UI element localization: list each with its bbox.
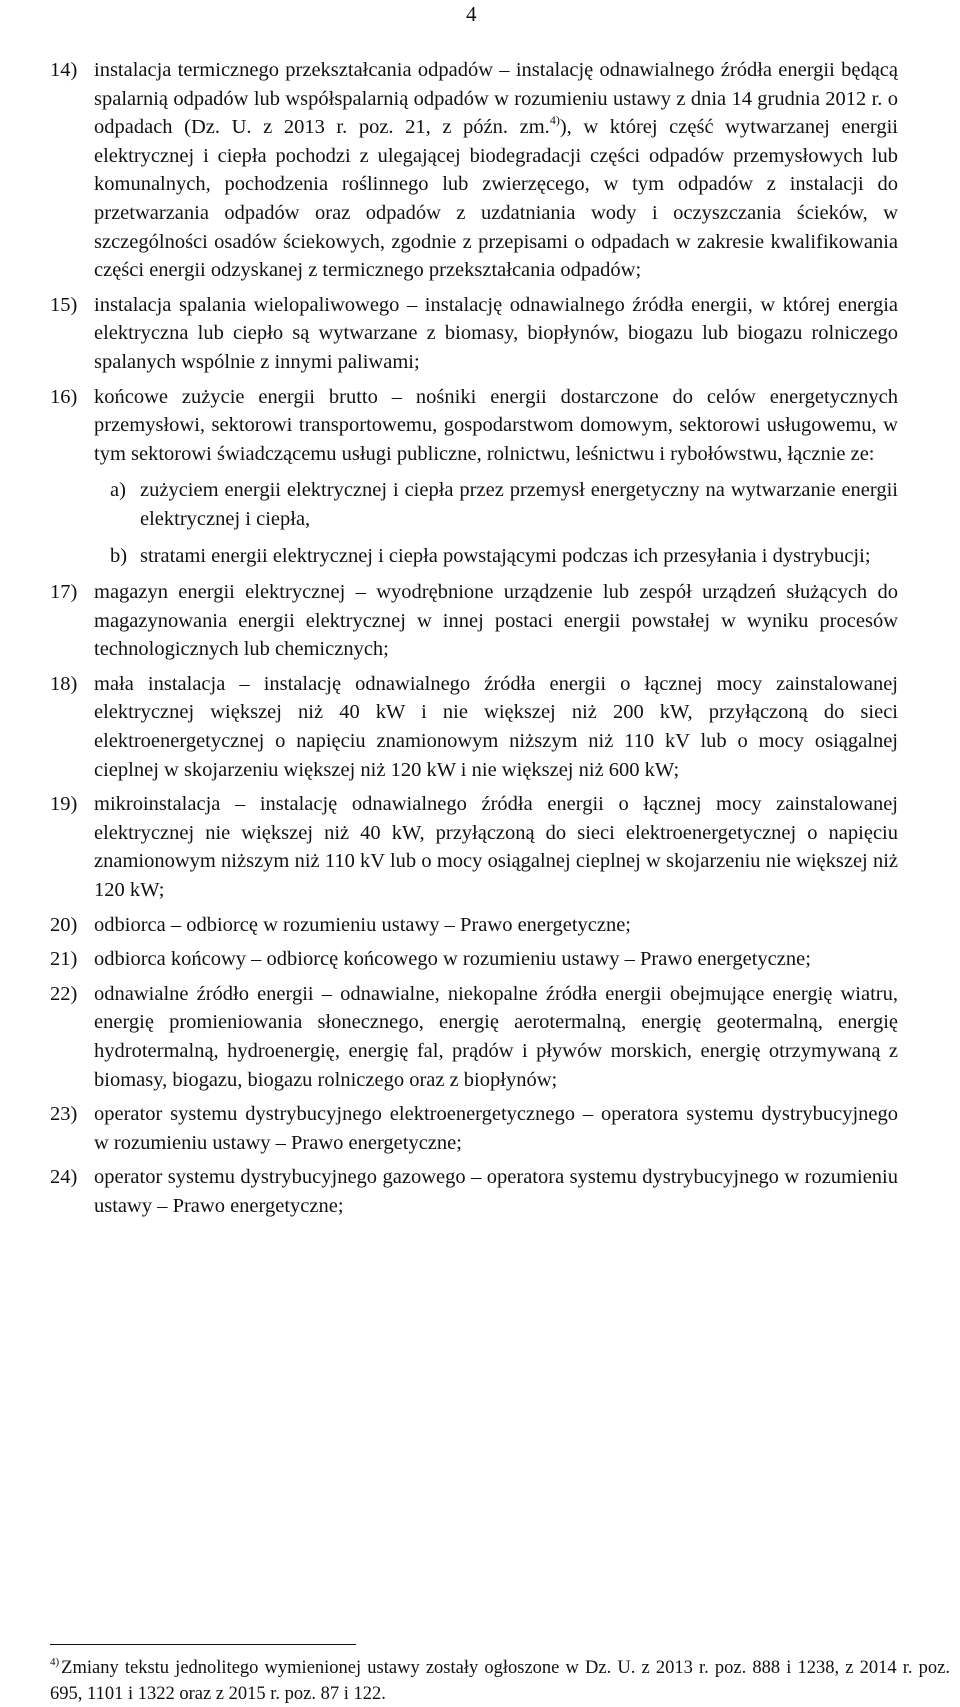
definition-item-20: [50, 911, 898, 940]
item-number: 19): [50, 793, 78, 816]
footnote: [50, 1655, 950, 1707]
definition-item-24: [50, 1163, 898, 1220]
item-number: 22): [50, 982, 78, 1005]
item-text: mała instalacja – instalację odnawialnego źródła energii o łącznej mocy zainstalowanej elektrycznej większej niż 40 kW i nie większej niż 200 kW, przyłączoną do sieci elektroenergetycznej o napięciu znamionowym niższym niż 110 kV lub o mocy osiągalnej cieplnej w skojarzeniu większej niż 120 kW i nie większej niż 600 kW;: [94, 672, 898, 781]
footnote-reference: 4): [549, 113, 560, 128]
item-number: 17): [50, 581, 78, 604]
definition-item-14: [50, 56, 898, 285]
item-number: 14): [50, 59, 78, 81]
item-number: 20): [50, 913, 78, 936]
sublist-item-a: [50, 476, 898, 533]
definition-item-21: [50, 945, 898, 974]
item-number: 23): [50, 1103, 78, 1126]
footnote-text: Zmiany tekstu jednolitego wymienionej ustawy zostały ogłoszone w Dz. U. z 2013 r. poz. 888 i 1238, z 2014 r. poz. 695, 1101 i 1322 oraz z 2015 r. poz. 87 i 122.: [50, 1658, 950, 1704]
item-number: 16): [50, 385, 78, 408]
item-number: 15): [50, 293, 78, 316]
item-text: instalacja spalania wielopaliwowego – instalację odnawialnego źródła energii, w której energia elektryczna lub ciepło są wytwarzane z biomasy, biopłynów, biogazu lub biogazu rolniczego spalanych wspólnie z innymi paliwami;: [94, 293, 898, 373]
definition-item-23: [50, 1100, 898, 1157]
item-text: mikroinstalacja – instalację odnawialnego źródła energii o łącznej mocy zainstalowanej elektrycznej nie większej niż 40 kW, przyłączoną do sieci elektroenergetycznej o napięciu znamionowym niższym niż 110 kV lub o mocy osiągalnej cieplnej w skojarzeniu nie większej niż 120 kW;: [94, 793, 898, 902]
item-number: 24): [50, 1166, 78, 1189]
footnote-divider: [50, 1644, 356, 1645]
item-number: 21): [50, 948, 78, 971]
definition-item-22: [50, 980, 898, 1094]
sublist-text: stratami energii elektrycznej i ciepła powstającymi podczas ich przesyłania i dystrybucji;: [140, 544, 871, 567]
document-body: [50, 56, 950, 1704]
page-number: 4: [466, 2, 477, 26]
item-text: operator systemu dystrybucyjnego gazowego – operatora systemu dystrybucyjnego w rozumieniu ustawy – Prawo energetyczne;: [94, 1166, 898, 1217]
definition-sublist: [50, 476, 898, 570]
definition-item-18: [50, 670, 898, 784]
definition-item-19: [50, 790, 898, 904]
definition-item-17: [50, 578, 898, 664]
sublist-letter: a): [110, 479, 126, 502]
item-text: magazyn energii elektrycznej – wyodrębnione urządzenie lub zespół urządzeń służących do magazynowania energii elektrycznej w innej postaci energii powstałej w wyniku procesów technologicznych lub chemicznych;: [94, 581, 898, 661]
item-text-part: ), w której część wytwarzanej energii elektrycznej i ciepła pochodzi z ulegającej biodegradacji części odpadów przemysłowych lub komunalnych, pochodzenia roślinnego lub zwierzęcego, w tym odpadów z instalacji do przetwarzania odpadów oraz odpadów z uzdatniania wody i oczyszczania ścieków, w szczególności osadów ściekowych, zgodnie z przepisami o odpadach w zakresie kwalifikowania części energii odzyskanej z termicznego przekształcania odpadów;: [94, 116, 899, 282]
sublist-item-b: [50, 542, 898, 571]
item-text: operator systemu dystrybucyjnego elektroenergetycznego – operatora systemu dystrybucyjnego w rozumieniu ustawy – Prawo energetyczne;: [94, 1103, 898, 1154]
sublist-text: zużyciem energii elektrycznej i ciepła przez przemysł energetyczny na wytwarzanie energii elektrycznej i ciepła,: [140, 479, 898, 530]
item-text-part: instalacja termicznego przekształcania odpadów – instalację odnawialnego źródła energii będącą spalarnią odpadów lub współspalarnią odpadów w rozumieniu ustawy z dnia 14 grudnia 2012 r. o odpadach (Dz. U. z 2013 r. poz. 21, z późn. zm.: [94, 59, 898, 139]
sublist-letter: b): [110, 544, 128, 567]
item-text: odnawialne źródło energii – odnawialne, niekopalne źródła energii obejmujące energię wiatru, energię promieniowania słonecznego, energię aerotermalną, energię geotermalną, energię hydrotermalną, hydroenergię, energię fal, prądów i pływów morskich, energię otrzymywaną z biomasy, biogazu, biogazu rolniczego oraz z biopłynów;: [94, 982, 898, 1091]
item-text: końcowe zużycie energii brutto – nośniki energii dostarczone do celów energetycznych przemysłowi, sektorowi transportowemu, gospodarstwom domowym, sektorowi usługowemu, w tym sektorowi świadczącemu usługi publiczne, rolnictwu, leśnictwu i rybołówstwu, łącznie ze:: [94, 385, 898, 465]
item-text: odbiorca – odbiorcę w rozumieniu ustawy – Prawo energetyczne;: [94, 913, 632, 936]
item-text: [94, 56, 898, 285]
footnote-mark: 4): [50, 1656, 60, 1668]
item-number: 18): [50, 672, 78, 695]
definition-item-16: [50, 383, 898, 469]
definition-item-15: [50, 291, 898, 377]
item-text: odbiorca końcowy – odbiorcę końcowego w rozumieniu ustawy – Prawo energetyczne;: [94, 948, 811, 971]
